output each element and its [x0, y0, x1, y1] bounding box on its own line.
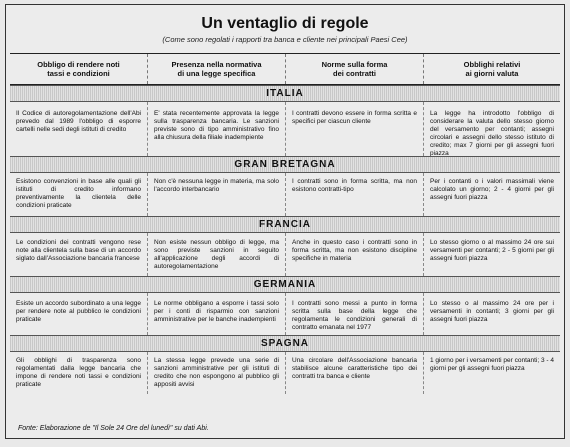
- table-cell: 1 giorno per i versamenti per contanti; 3 - 4 giorni per gli assegni fuori piazza: [430, 357, 554, 372]
- source-footnote: Fonte: Elaborazione de "Il Sole 24 Ore del lunedì" su dati Abi.: [18, 425, 209, 432]
- table-cell: Lo stesso o al massimo 24 ore per i versamenti in contanti; 3 giorni per gli assegni fuori piazza: [430, 300, 554, 323]
- table-cell: Non c'è nessuna legge in materia, ma solo l'accordo interbancario: [148, 173, 286, 216]
- table-cell: Il Codice di autoregolamentazione dell'Abi prevedo dal 1989 l'obbligo di esporre cartelli nelle sedi degli istituti di credito: [10, 102, 148, 156]
- table-cell: Le norme obbligano a esporre i tassi solo per i conti di risparmio con sanzioni amministrative per le banche inadempienti: [148, 293, 286, 335]
- table-cell: Esiste un accordo subordinato a una legge per rendere note al pubblico le condizioni praticate: [10, 293, 148, 335]
- header-contratti: Norme sulla forma dei contratti: [286, 54, 424, 84]
- table-row: [10, 293, 560, 335]
- table-cell: Lo stesso giorno o al massimo 24 ore sui versamenti per contanti; 2 - 5 giorni per gli assegni fuori piazza: [430, 239, 554, 262]
- section-gran-bretagna: GRAN BRETAGNA: [10, 156, 560, 173]
- table-cell: Gli obblighi di trasparenza sono regolamentati dalla legge bancaria che impone di rendere noti tassi e condizioni praticate: [10, 352, 148, 394]
- section-germania: GERMANIA: [10, 276, 560, 293]
- section-spagna: SPAGNA: [10, 335, 560, 352]
- section-italia: ITALIA: [10, 85, 560, 102]
- table-cell: Per i contanti o i valori massimali viene calcolato un giorno; 2 - 4 giorni per gli assegni fuori piazza: [430, 178, 554, 201]
- table-cell: Le condizioni dei contratti vengono rese note alla clientela sulla base di un accordo siglato dall'Associazione bancaria francese: [10, 233, 148, 276]
- header-tassi: Obbligo di rendere noti tassi e condizioni: [10, 54, 148, 84]
- table-cell: I contratti sono messi a punto in forma scritta sulla base della legge che regolamenta le condizioni generali di contratto emanata nel 1977: [286, 293, 424, 335]
- document-page: [5, 4, 565, 439]
- page-title: Un ventaglio di regole: [201, 15, 369, 32]
- table-row: [10, 352, 560, 394]
- table-cell: Non esiste nessun obbligo di legge, ma sono previste sanzioni in seguito all'applicazione degli accordi di autoregolamentazione: [148, 233, 286, 276]
- rules-table: [10, 53, 560, 394]
- table-row: [10, 233, 560, 276]
- table-row: [10, 102, 560, 156]
- header-valuta: Obblighi relativi ai giorni valuta: [463, 60, 521, 78]
- section-francia: FRANCIA: [10, 216, 560, 233]
- table-row: [10, 173, 560, 216]
- table-cell: Anche in questo caso i contratti sono in forma scritta, ma non esistono discipline specifiche in materia: [286, 233, 424, 276]
- table-cell: I contratti sono in forma scritta, ma non esistono contratti-tipo: [286, 173, 424, 216]
- table-cell: La stessa legge prevede una serie di sanzioni amministrative per gli istituti di credito che non espongono al pubblico gli appositi avvisi: [148, 352, 286, 394]
- table-cell: La legge ha introdotto l'obbligo di considerare la valuta dello stesso giorno del versamento per contanti; assegni circolari e assegni dello stesso istituto di credito; max 7 giorni per gli assegni fuori piazza: [430, 110, 554, 156]
- table-cell: Una circolare dell'Associazione bancaria stabilisce alcune caratteristiche tipo dei contratti tra banca e cliente: [286, 352, 424, 394]
- page-subtitle: (Come sono regolati i rapporti tra banca e cliente nei principali Paesi Cee): [162, 35, 408, 44]
- table-cell: I contratti devono essere in forma scritta e specifici per ciascun cliente: [286, 102, 424, 156]
- header-legge: Presenza nella normativa di una legge specifica: [148, 54, 286, 84]
- table-cell: Esistono convenzioni in base alle quali gli istituti di credito informano preventivamente la clientela delle condizioni praticate: [10, 173, 148, 216]
- table-cell: E' stata recentemente approvata la legge sulla trasparenza bancaria. Le sanzioni previste sono di tipo amministrativo fino alla chiusura della filiale inadempiente: [148, 102, 286, 156]
- table-header: [10, 54, 560, 85]
